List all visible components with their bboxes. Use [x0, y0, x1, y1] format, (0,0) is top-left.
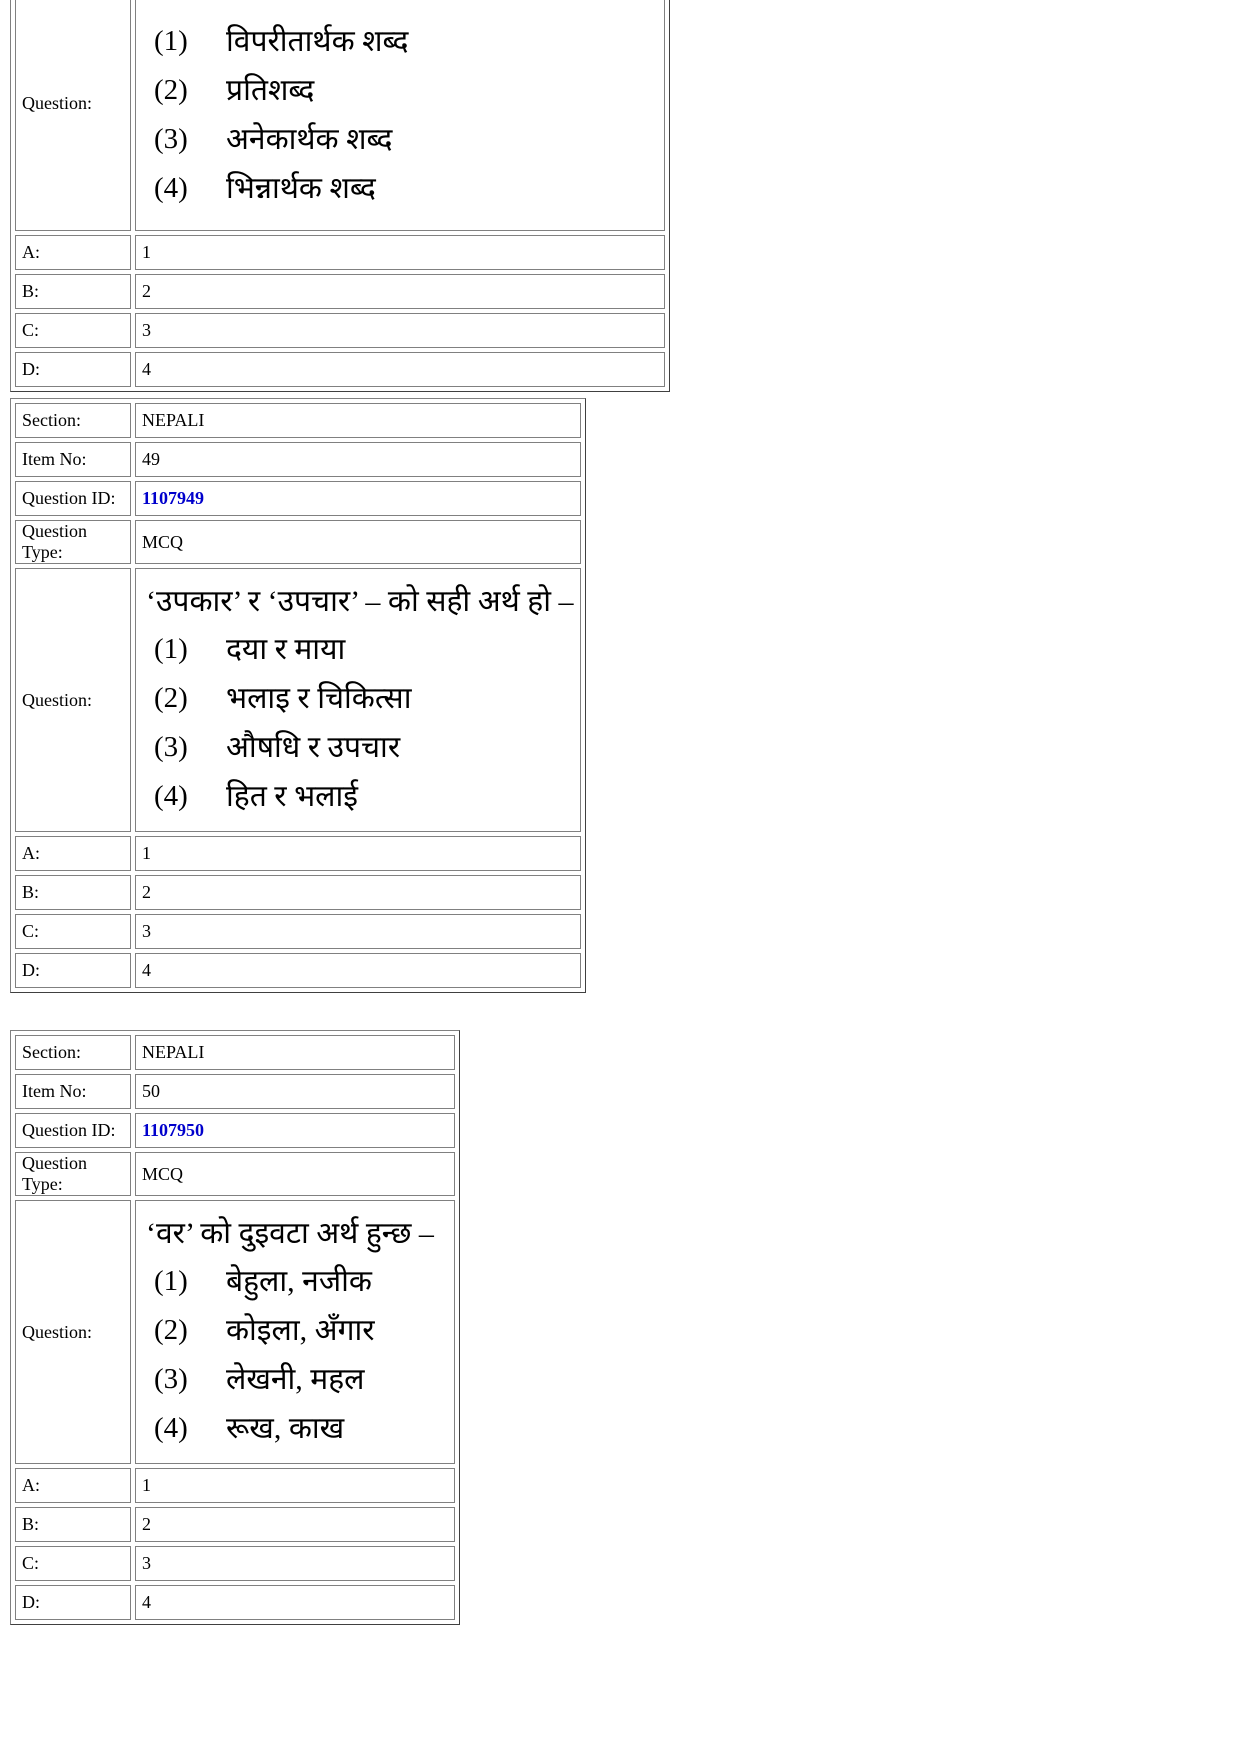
- answer-a-value: 1: [135, 235, 665, 270]
- question-content: [135, 0, 665, 231]
- question-table: [11, 0, 669, 391]
- answer-c-label: C:: [15, 313, 131, 348]
- answer-d-value: 4: [135, 1585, 455, 1620]
- option-1: (1) बेहुला, नजीक: [154, 1265, 372, 1298]
- answer-b-label: B:: [15, 1507, 131, 1542]
- question-type-label: Question Type:: [15, 520, 131, 564]
- answer-b-value: 2: [135, 274, 665, 309]
- question-table: [11, 1031, 459, 1624]
- answer-d-label: D:: [15, 953, 131, 988]
- answer-c-value: 3: [135, 914, 581, 949]
- answer-b-label: B:: [15, 875, 131, 910]
- question-id-label: Question ID:: [15, 1113, 131, 1148]
- question-label: Question:: [15, 0, 131, 231]
- question-type-value: MCQ: [135, 520, 581, 564]
- option-3: (3) औषधि र उपचार: [154, 731, 401, 764]
- option-3: (3) लेखनी, महल: [154, 1363, 365, 1396]
- option-2: (2) भलाइ र चिकित्सा: [154, 682, 412, 715]
- answer-d-label: D:: [15, 352, 131, 387]
- answer-c-label: C:: [15, 914, 131, 949]
- option-1: (1) विपरीतार्थक शब्द: [154, 25, 409, 58]
- item-no-value: 49: [135, 442, 581, 477]
- answer-b-value: 2: [135, 1507, 455, 1542]
- option-1: (1) दया र माया: [154, 633, 346, 666]
- question-label: Question:: [15, 568, 131, 832]
- section-value: NEPALI: [135, 1035, 455, 1070]
- question-type-value: MCQ: [135, 1152, 455, 1196]
- question-type-label: Question Type:: [15, 1152, 131, 1196]
- question-text: ‘वर’ को दुइवटा अर्थ हुन्छ –: [146, 1217, 434, 1250]
- question-id-value: 1107950: [135, 1113, 455, 1148]
- section-label: Section:: [15, 1035, 131, 1070]
- answer-c-label: C:: [15, 1546, 131, 1581]
- option-2: (2) प्रतिशब्द: [154, 74, 315, 107]
- answer-b-label: B:: [15, 274, 131, 309]
- answer-b-value: 2: [135, 875, 581, 910]
- option-4: (4) भिन्नार्थक शब्द: [154, 172, 376, 205]
- question-block-48: [10, 0, 670, 392]
- question-label: Question:: [15, 1200, 131, 1464]
- option-2: (2) कोइला, अँगार: [154, 1314, 375, 1347]
- item-no-value: 50: [135, 1074, 455, 1109]
- question-block-49: [10, 398, 586, 993]
- option-3: (3) अनेकार्थक शब्द: [154, 123, 393, 156]
- question-content: [135, 1200, 455, 1464]
- question-table: [11, 399, 585, 992]
- item-no-label: Item No:: [15, 1074, 131, 1109]
- question-content: [135, 568, 581, 832]
- answer-a-value: 1: [135, 836, 581, 871]
- answer-c-value: 3: [135, 313, 665, 348]
- question-text: ‘उपकार’ र ‘उपचार’ – को सही अर्थ हो –: [146, 585, 574, 618]
- option-4: (4) हित र भलाई: [154, 780, 358, 813]
- answer-d-value: 4: [135, 953, 581, 988]
- section-value: NEPALI: [135, 403, 581, 438]
- answer-a-label: A:: [15, 836, 131, 871]
- question-id-value: 1107949: [135, 481, 581, 516]
- option-4: (4) रूख, काख: [154, 1412, 345, 1445]
- question-id-label: Question ID:: [15, 481, 131, 516]
- item-no-label: Item No:: [15, 442, 131, 477]
- answer-a-value: 1: [135, 1468, 455, 1503]
- answer-a-label: A:: [15, 235, 131, 270]
- answer-d-label: D:: [15, 1585, 131, 1620]
- section-label: Section:: [15, 403, 131, 438]
- answer-a-label: A:: [15, 1468, 131, 1503]
- answer-c-value: 3: [135, 1546, 455, 1581]
- question-block-50: [10, 1030, 460, 1625]
- answer-d-value: 4: [135, 352, 665, 387]
